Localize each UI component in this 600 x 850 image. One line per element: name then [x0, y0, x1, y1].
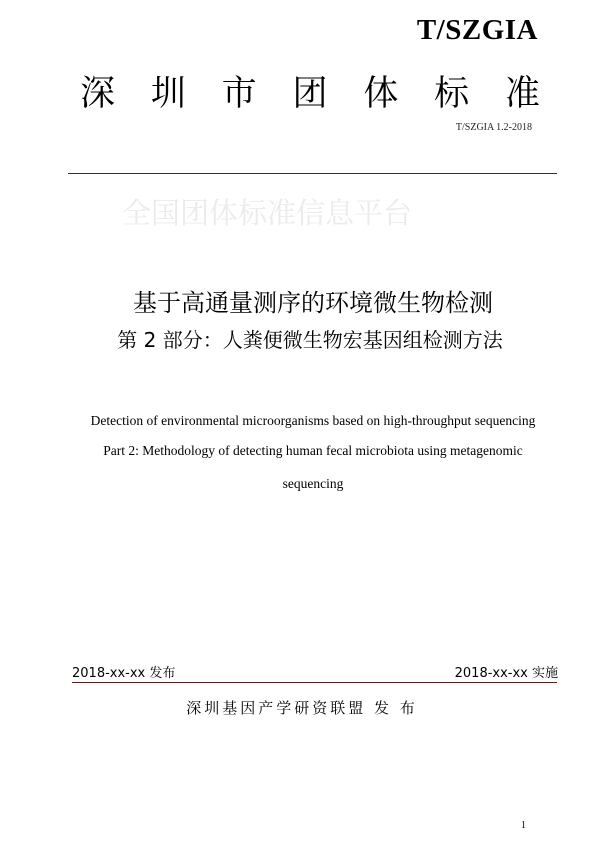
document-title: 基于高通量测序的环境微生物检测 [133, 289, 493, 317]
header-divider [68, 173, 557, 174]
heading-char: 体 [363, 74, 399, 114]
english-title-line-3: sequencing [282, 476, 344, 491]
heading-char: 准 [504, 74, 540, 114]
standard-code-header: T/SZGIA [416, 14, 538, 46]
page-number: 1 [521, 820, 526, 831]
heading-char: 标 [434, 74, 470, 114]
implement-date: 2018-xx-xx 实施 [454, 666, 558, 681]
footer-divider [72, 682, 557, 683]
standard-type-heading [80, 66, 540, 116]
document-subtitle: 第 2 部分：人粪便微生物宏基因组检测方法 [117, 328, 503, 352]
watermark: 全国团体标准信息平台 [122, 196, 413, 230]
heading-char: 深 [80, 74, 116, 114]
publish-date: 2018-xx-xx 发布 [72, 666, 176, 681]
english-title-line-2: Part 2: Methodology of detecting human fecal microbiota using metagenomic [103, 443, 523, 458]
standard-number: T/SZGIA 1.2-2018 [455, 122, 532, 133]
english-title-line-1: Detection of environmental microorganisms based on high-throughput sequencing [90, 413, 536, 428]
heading-char: 团 [292, 74, 328, 114]
heading-char: 圳 [150, 74, 186, 114]
heading-char: 市 [221, 74, 257, 114]
publisher: 深圳基因产学研资联盟 发 布 [186, 699, 418, 717]
